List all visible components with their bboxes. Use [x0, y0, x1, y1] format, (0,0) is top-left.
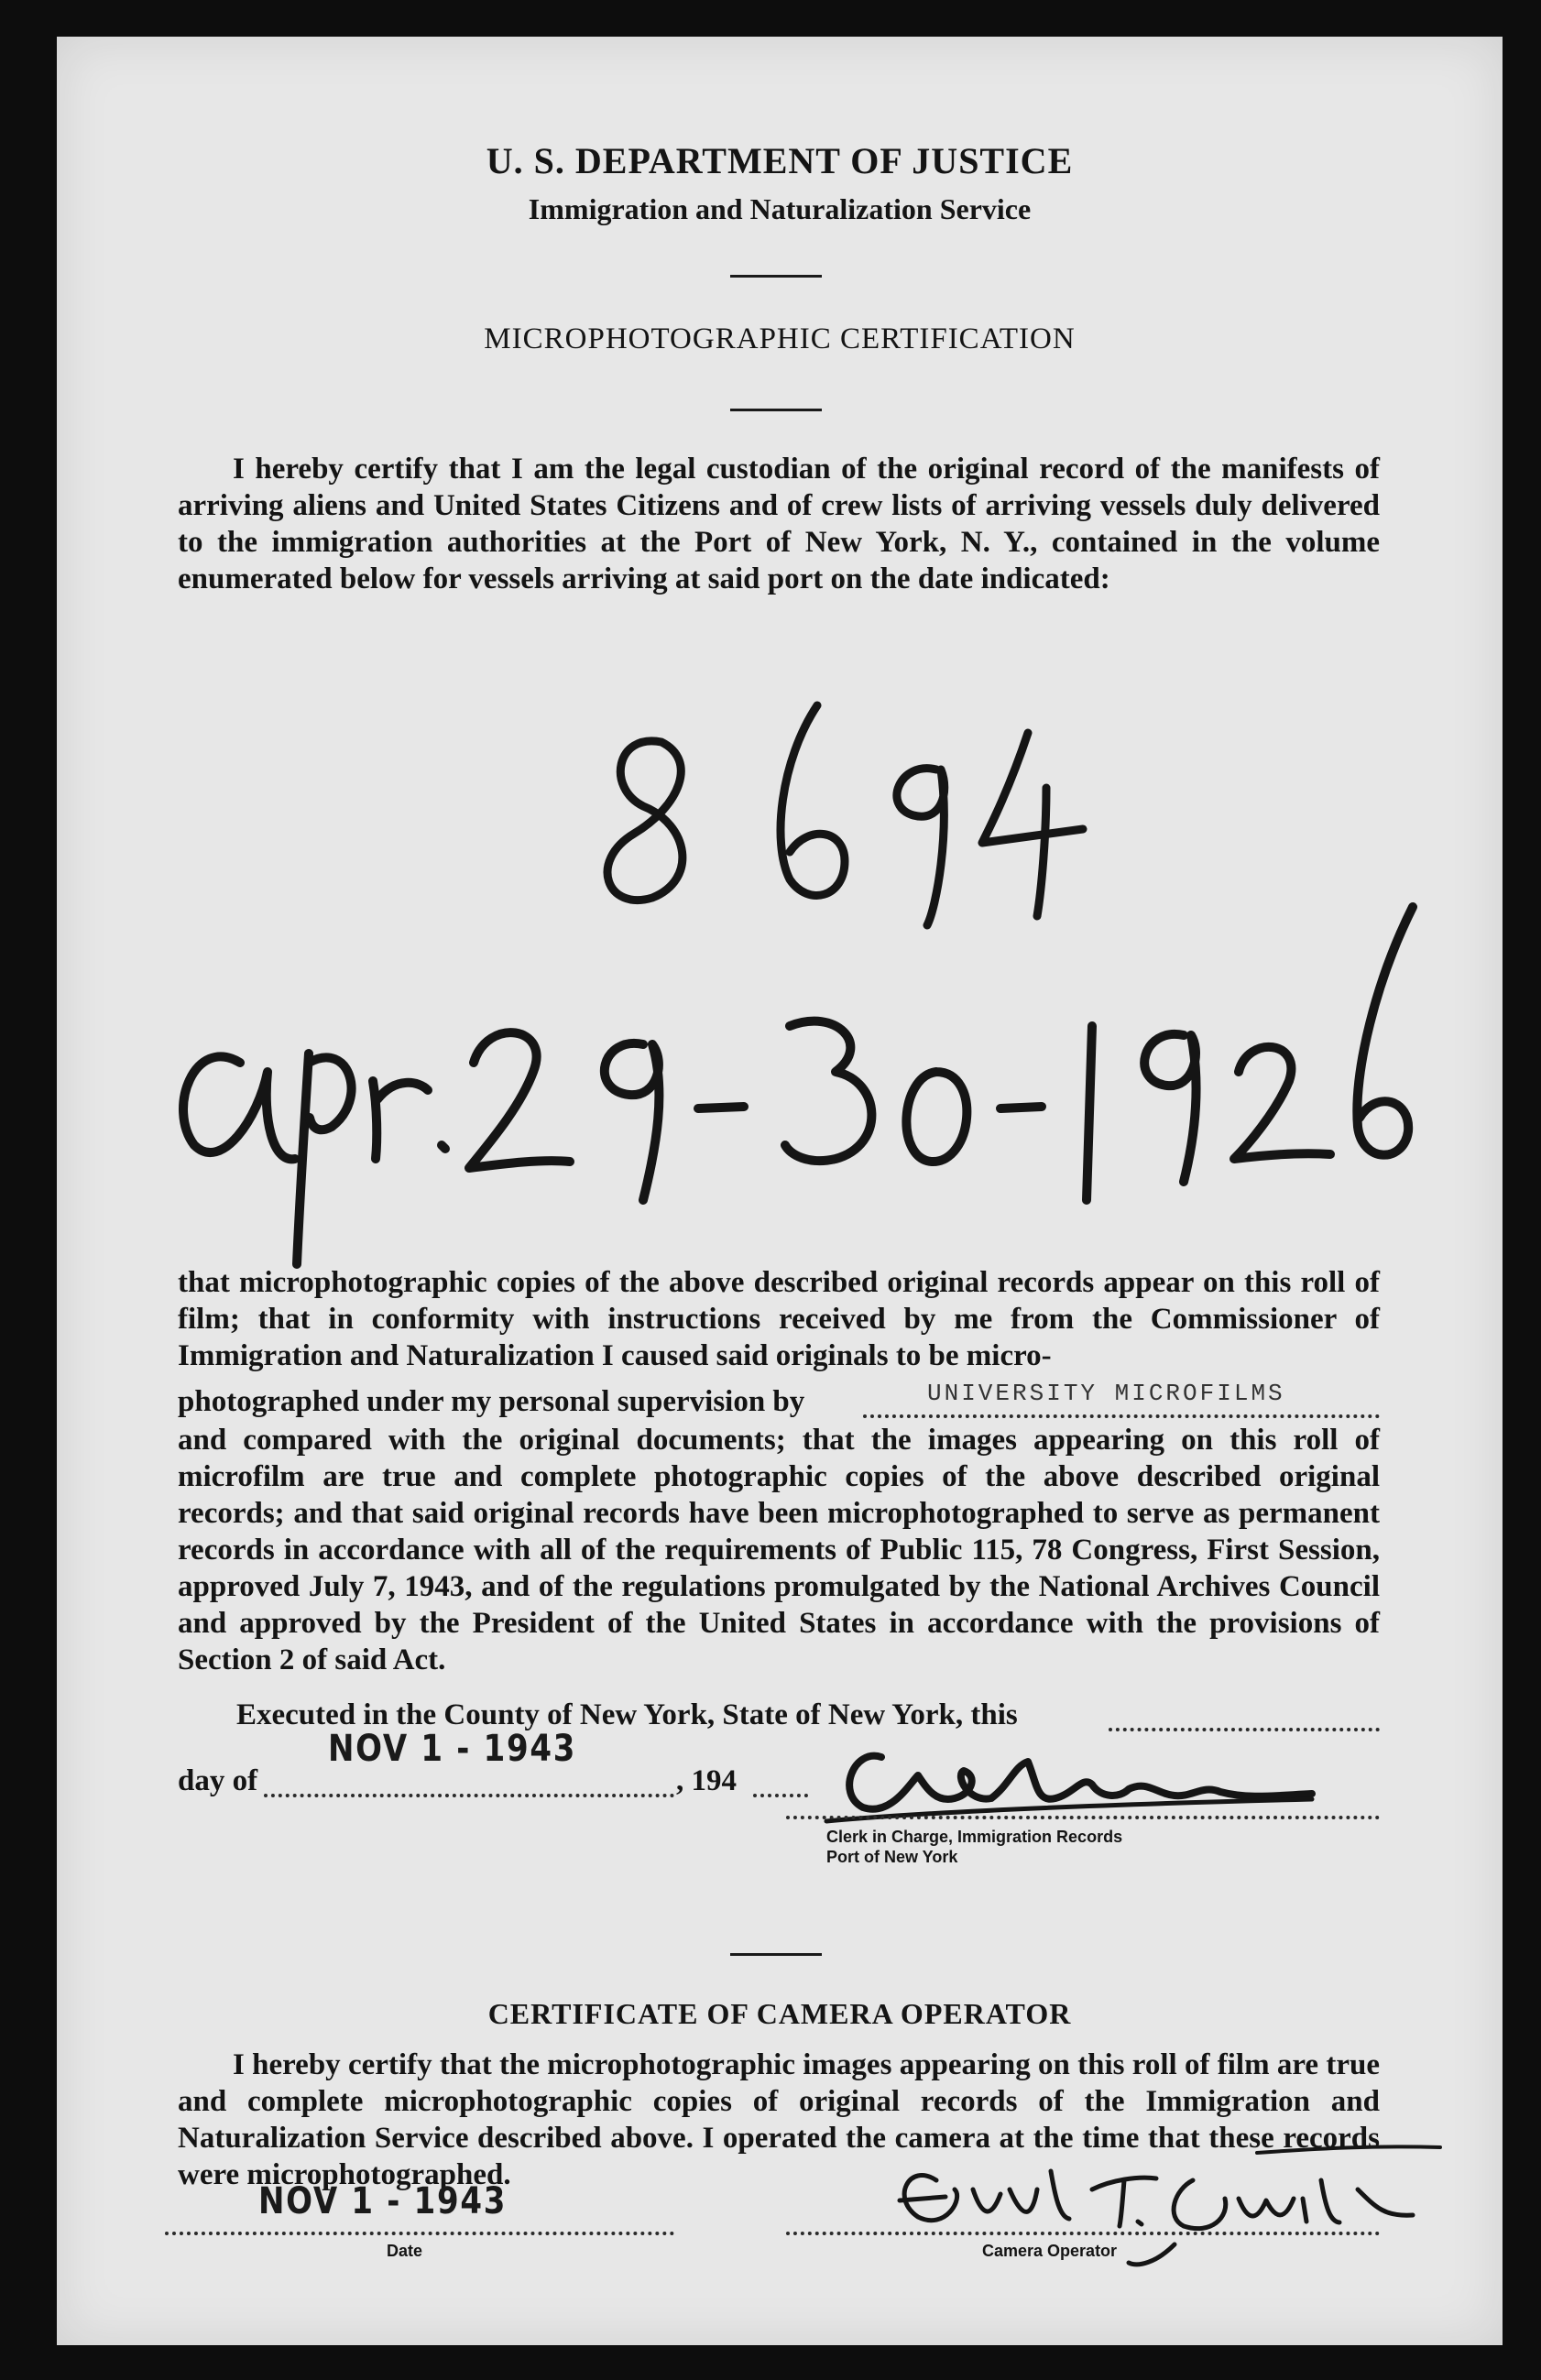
execution-date-stamp: NOV 1 - 1943 — [328, 1728, 577, 1770]
supervisor-fill-line — [863, 1414, 1380, 1418]
service-subheading: Immigration and Naturalization Service — [528, 192, 1032, 225]
clerk-signature — [817, 1720, 1330, 1830]
date-fill-line — [165, 2232, 674, 2235]
date-label: Date — [387, 2242, 423, 2260]
divider — [730, 409, 822, 411]
certification-paragraph-part2: and compared with the original documents; that the images appearing on this roll of microfilm are true and complete photographic copies of the above described original records; and that said original records have been microphotographed to serve as permanent records in accordance with all of the requirements of Public 115, 78 Congress, First Session, approved July 7, 1943, and of the regulations promulgated by the National Archives Council and approved by the President of the United States in accordance with the provisions of Section 2 of said Act. — [178, 1424, 1380, 1676]
camera-operator-paragraph: I hereby certify that the microphotographic images appearing on this roll of film are true and complete microphotographic copies of original records of the Immigration and Naturalization Service described above. I operated the camera at the time that these records were microphotographed. — [178, 2048, 1380, 2191]
camera-operator-title: CERTIFICATE OF CAMERA OPERATOR — [487, 1997, 1072, 2030]
camera-operator-signature-line — [786, 2232, 1380, 2235]
certificate-sheet — [57, 37, 1503, 2345]
supervisor-typed-name: UNIVERSITY MICROFILMS — [927, 1380, 1285, 1407]
clerk-signature-line — [786, 1816, 1380, 1819]
handwritten-volume-entry — [57, 632, 1503, 1292]
clerk-title-line2: Port of New York — [826, 1848, 958, 1866]
department-heading: U. S. DEPARTMENT OF JUSTICE — [486, 140, 1074, 181]
handwritten-volume-number — [607, 705, 1083, 925]
camera-operator-label: Camera Operator — [982, 2242, 1118, 2260]
certification-paragraph-part1: that microphotographic copies of the above described original records appear on this roll of film; that in conformity with instructions received by me from the Commissioner of Immigration and Naturalization I caused said originals to be micro- — [178, 1266, 1380, 1372]
clerk-title — [826, 1827, 1122, 1867]
handwritten-date-range — [183, 907, 1413, 1264]
executed-text: Executed in the County of New York, State of New York, this — [236, 1698, 1018, 1731]
divider — [730, 275, 822, 278]
camera-date-stamp: NOV 1 - 1943 — [258, 2180, 508, 2222]
day-of-label: day of — [178, 1764, 258, 1797]
intro-paragraph: I hereby certify that I am the legal custodian of the original record of the manifests of arriving aliens and United States Citizens and of crew lists of arriving vessels duly delivered to the immigration authorities at the Port of New York, N. Y., contained in the volume enumerated below for vessels arriving at said port on the date indicated: — [178, 453, 1380, 595]
certification-title: MICROPHOTOGRAPHIC CERTIFICATION — [484, 322, 1076, 355]
day-of-fill-line — [264, 1794, 674, 1797]
divider — [730, 1953, 822, 1956]
supervision-prefix: photographed under my personal supervision by — [178, 1385, 805, 1418]
camera-operator-signature — [863, 2116, 1449, 2272]
supervision-line — [178, 1385, 804, 1419]
year-label: , 194 — [676, 1764, 737, 1797]
clerk-title-line1: Clerk in Charge, Immigration Records — [826, 1828, 1123, 1846]
year-fill-line — [753, 1794, 808, 1797]
